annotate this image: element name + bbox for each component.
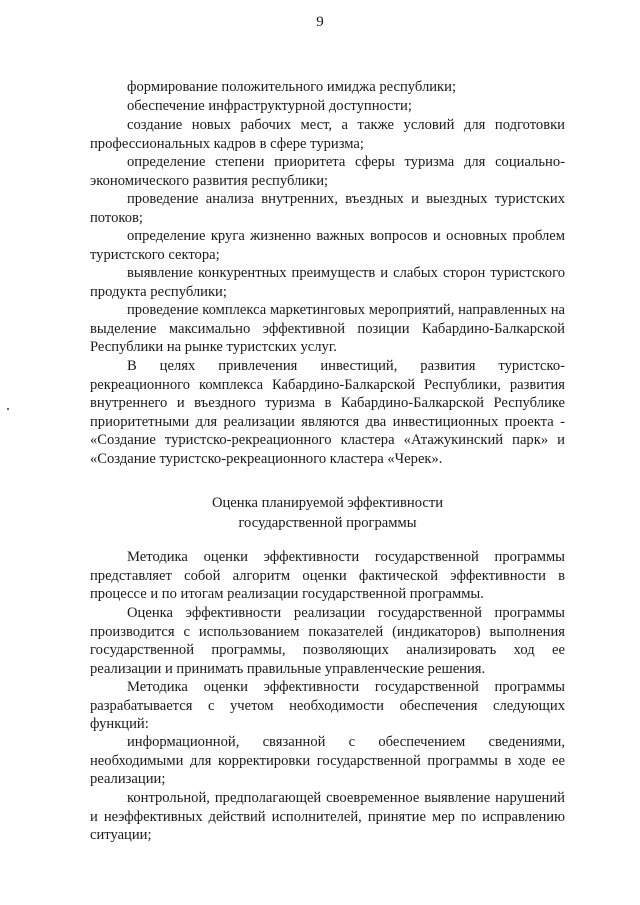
investment-paragraph: В целях привлечения инвестиций, развития туристско-рекреационного комплекса Кабардино-Балкарской Республики, развития внутреннего и въездного туризма в Кабардино-Балкарской Республике приоритетными для реализации являются два инвестиционных проекта - «Создание туристско-рекреационного кластера «Атажукинский парк» и «Создание туристско-рекреационного кластера «Черек».	[90, 358, 565, 467]
section-heading	[90, 493, 565, 533]
list-item: информационной, связанной с обеспечением сведениями, необходимыми для корректировки государственной программы в ходе ее реализации;	[90, 734, 565, 788]
list-item: создание новых рабочих мест, а также условий для подготовки профессиональных кадров в сфере туризма;	[90, 117, 565, 152]
section-heading-line2: государственной программы	[238, 515, 417, 531]
page-number: 9	[316, 14, 324, 30]
list-item: проведение анализа внутренних, въездных и выездных туристских потоков;	[90, 191, 565, 226]
paragraph: Методика оценки эффективности государственной программы представляет собой алгоритм оценки фактической эффективности в процессе и по итогам реализации государственной программы.	[90, 549, 565, 603]
scan-mark	[7, 408, 9, 410]
paragraph: Методика оценки эффективности государственной программы разрабатывается с учетом необходимости обеспечения следующих функций:	[90, 679, 565, 733]
list-item: определение степени приоритета сферы туризма для социально-экономического развития республики;	[90, 154, 565, 189]
paragraph: Оценка эффективности реализации государственной программы производится с использованием показателей (индикаторов) выполнения государственной программы, позволяющих анализировать ход ее реализации и принимать правильные управленческие решения.	[90, 605, 565, 677]
list-item: выявление конкурентных преимуществ и слабых сторон туристского продукта республики;	[90, 265, 565, 300]
list-item: определение круга жизненно важных вопросов и основных проблем туристского сектора;	[90, 228, 565, 263]
list-item: обеспечение инфраструктурной доступности;	[127, 98, 412, 114]
list-item: проведение комплекса маркетинговых мероприятий, направленных на выделение максимально эффективной позиции Кабардино-Балкарской Республики на рынке туристских услуг.	[90, 302, 565, 356]
list-item: контрольной, предполагающей своевременное выявление нарушений и неэффективных действий исполнителей, принятие мер по исправлению ситуации;	[90, 790, 565, 844]
section-heading-line1: Оценка планируемой эффективности	[211, 495, 444, 511]
list-item: формирование положительного имиджа республики;	[127, 79, 457, 95]
